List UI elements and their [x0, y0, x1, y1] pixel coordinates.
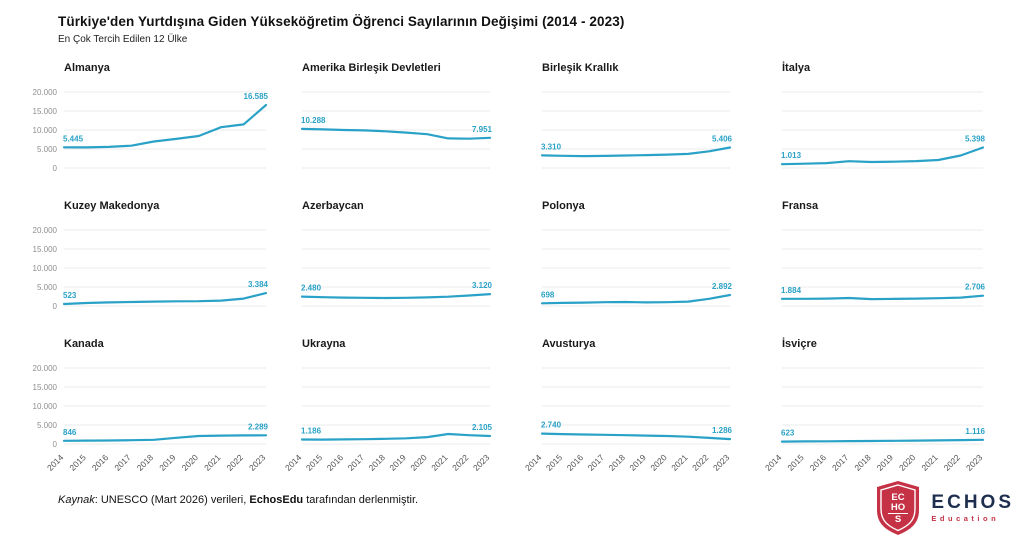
panel-title: Amerika Birleşik Devletleri [302, 62, 441, 74]
x-axis-label: 2015 [303, 452, 325, 473]
start-value-label: 5.445 [63, 134, 84, 144]
x-axis-label: 2023 [470, 452, 492, 473]
x-axis-label: 2019 [387, 452, 408, 473]
chart-panel [20, 56, 300, 194]
y-axis-label: 15.000 [32, 107, 57, 116]
svg-text:EC: EC [891, 492, 906, 503]
start-value-label: 10.288 [301, 115, 326, 125]
y-axis-label: 15.000 [32, 245, 57, 254]
x-axis-label: 2014 [44, 452, 66, 473]
end-value-label: 7.951 [471, 124, 492, 134]
chart-panel [20, 332, 300, 502]
x-axis-label: 2016 [807, 452, 829, 473]
x-axis-label: 2023 [246, 452, 268, 473]
end-value-label: 3.384 [247, 280, 268, 290]
logo-wordmark: ECHOS [931, 492, 1014, 514]
trend-line [782, 296, 983, 299]
chart-svg [20, 214, 300, 318]
start-value-label: 1.884 [781, 285, 802, 295]
chart-panel [780, 194, 1020, 332]
x-axis-label: 2016 [564, 452, 586, 473]
panel-title: Avusturya [542, 338, 596, 350]
panel-title: Almanya [64, 62, 110, 74]
panel-title: Polonya [542, 200, 585, 212]
panel-title: İtalya [782, 62, 811, 74]
end-value-label: 16.585 [243, 91, 268, 101]
panel-title: Azerbaycan [302, 200, 364, 212]
page-title: Türkiye'den Yurtdışına Giden Yükseköğretim Öğrenci Sayılarının Değişimi (2014 - 2023) [58, 14, 625, 29]
chart-panel [300, 194, 540, 332]
x-axis-label: 2022 [941, 452, 963, 473]
start-value-label: 3.310 [541, 142, 562, 152]
y-axis-label: 0 [52, 302, 57, 311]
x-axis-label: 2016 [89, 452, 111, 473]
trend-line [782, 440, 983, 442]
trend-line [302, 434, 490, 440]
start-value-label: 698 [541, 290, 555, 300]
chart-svg [300, 76, 495, 180]
end-value-label: 1.116 [965, 426, 985, 436]
x-axis-label: 2015 [785, 452, 806, 473]
x-axis-label: 2014 [282, 452, 304, 473]
end-value-label: 1.286 [711, 426, 732, 436]
x-axis-label: 2022 [690, 452, 711, 473]
logo-tagline: Education [931, 514, 1000, 524]
chart-panel [540, 56, 780, 194]
chart-svg [282, 352, 495, 486]
x-axis-label: 2020 [648, 452, 669, 473]
x-axis-label: 2018 [366, 452, 387, 473]
y-axis-label: 15.000 [32, 383, 57, 392]
y-axis-label: 0 [52, 164, 57, 173]
panel-title: Fransa [782, 200, 819, 212]
y-axis-label: 10.000 [32, 126, 57, 135]
start-value-label: 2.480 [301, 283, 322, 293]
echos-shield-icon [873, 480, 923, 536]
chart-svg [540, 214, 735, 318]
panel-title: İsviçre [782, 338, 817, 350]
start-value-label: 523 [63, 291, 77, 301]
chart-svg [780, 76, 988, 180]
y-axis-label: 5.000 [36, 283, 57, 292]
end-value-label: 5.406 [711, 134, 732, 144]
panel-title: Ukrayna [302, 338, 346, 350]
source-text-tail: tarafından derlenmiştir. [303, 494, 419, 506]
panel-title: Kanada [64, 338, 104, 350]
panel-title: Birleşik Krallık [542, 62, 619, 74]
x-axis-label: 2015 [543, 452, 565, 473]
start-value-label: 1.186 [301, 426, 322, 436]
chart-panel [300, 56, 540, 194]
y-axis-label: 5.000 [36, 145, 57, 154]
chart-svg [20, 352, 300, 486]
chart-panel [540, 194, 780, 332]
chart-svg [522, 352, 735, 486]
x-axis-label: 2019 [627, 452, 648, 473]
small-multiples-grid [20, 56, 1020, 502]
chart-panel [282, 332, 540, 502]
end-value-label: 2.105 [471, 423, 492, 433]
y-axis-label: 0 [52, 440, 57, 449]
x-axis-label: 2021 [202, 452, 223, 473]
y-axis-label: 5.000 [36, 421, 57, 430]
x-axis-label: 2020 [179, 452, 201, 473]
x-axis-label: 2022 [450, 452, 471, 473]
y-axis-label: 20.000 [32, 364, 57, 373]
start-value-label: 846 [63, 427, 77, 437]
y-axis-label: 10.000 [32, 402, 57, 411]
echos-logo [873, 480, 1014, 536]
svg-text:S: S [895, 514, 902, 525]
x-axis-label: 2023 [963, 452, 985, 473]
chart-svg [20, 76, 300, 180]
chart-panel [780, 56, 1020, 194]
x-axis-label: 2015 [67, 452, 88, 473]
chart-svg [300, 214, 495, 318]
y-axis-label: 20.000 [32, 226, 57, 235]
x-axis-label: 2021 [919, 452, 940, 473]
svg-text:HO: HO [891, 502, 906, 513]
x-axis-label: 2017 [112, 452, 133, 473]
trend-line [64, 435, 266, 441]
chart-svg [762, 352, 988, 486]
chart-svg [780, 214, 988, 318]
end-value-label: 2.706 [964, 282, 985, 292]
x-axis-label: 2017 [585, 452, 607, 473]
y-axis-label: 20.000 [32, 88, 57, 97]
x-axis-label: 2019 [157, 452, 178, 473]
x-axis-label: 2020 [896, 452, 918, 473]
x-axis-label: 2018 [134, 452, 156, 473]
trend-line [542, 295, 730, 303]
end-value-label: 3.120 [471, 281, 492, 291]
source-org: EchosEdu [249, 494, 304, 506]
echos-logo-text [931, 493, 1014, 523]
trend-line [302, 294, 490, 298]
start-value-label: 2.740 [541, 420, 562, 430]
x-axis-label: 2022 [224, 452, 245, 473]
chart-panel [522, 332, 780, 502]
y-axis-label: 10.000 [32, 264, 57, 273]
trend-line [64, 293, 266, 304]
end-value-label: 5.398 [964, 134, 985, 144]
start-value-label: 1.013 [781, 151, 802, 161]
chart-svg [540, 76, 735, 180]
x-axis-label: 2014 [762, 452, 784, 473]
x-axis-label: 2021 [669, 452, 690, 473]
report-header [58, 14, 624, 45]
x-axis-label: 2019 [874, 452, 896, 473]
start-value-label: 623 [781, 428, 795, 438]
source-label: Kaynak [58, 494, 95, 506]
x-axis-label: 2017 [829, 452, 851, 473]
trend-line [782, 148, 983, 165]
trend-line [542, 434, 730, 440]
x-axis-label: 2023 [710, 452, 732, 473]
x-axis-label: 2017 [345, 452, 367, 473]
chart-panel [762, 332, 1020, 502]
x-axis-label: 2021 [429, 452, 450, 473]
x-axis-label: 2014 [522, 452, 544, 473]
panel-title: Kuzey Makedonya [64, 200, 160, 212]
x-axis-label: 2018 [852, 452, 873, 473]
source-note [58, 494, 418, 506]
page-subtitle: En Çok Tercih Edilen 12 Ülke [58, 34, 188, 45]
x-axis-label: 2016 [324, 452, 346, 473]
chart-panel [20, 194, 300, 332]
x-axis-label: 2020 [408, 452, 429, 473]
source-text-mid: : UNESCO (Mart 2026) verileri, [94, 494, 250, 506]
end-value-label: 2.892 [711, 282, 732, 292]
end-value-label: 2.289 [247, 422, 268, 432]
x-axis-label: 2018 [606, 452, 627, 473]
